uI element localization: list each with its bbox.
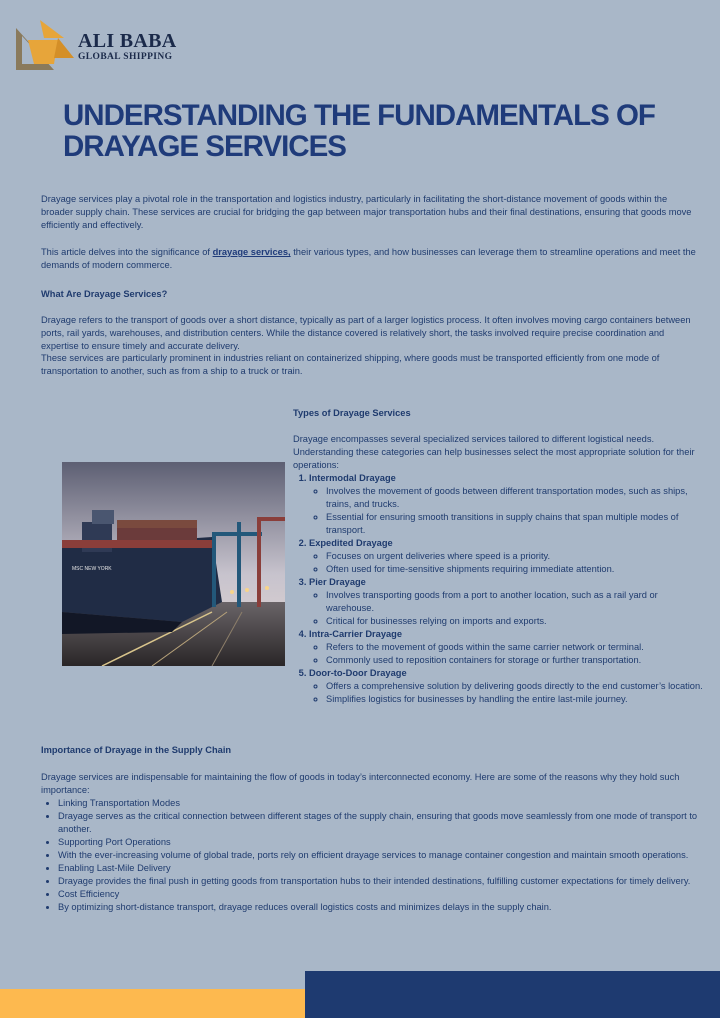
type-item [309,667,708,706]
importance-item: • Drayage serves as the critical connection between different stages of the supply chain, ensuring that goods move seamlessly from one mode of transport to another. [58,810,698,836]
types-list [293,472,708,706]
importance-list [41,797,698,914]
types-intro: Drayage encompasses several specialized services tailored to different logistical needs. Understanding these categories can help businesses select the most appropriate solution for their operations: [293,434,695,470]
type-points [309,485,708,537]
importance-heading: Importance of Drayage in the Supply Chain [41,745,232,755]
type-label: Intra-Carrier Drayage [309,629,403,639]
type-points [309,589,708,628]
type-points [309,680,708,706]
importance-item: • With the ever-increasing volume of global trade, ports rely on efficient drayage services to manage container congestion and maintain smooth operations. [58,849,698,862]
importance-item: • By optimizing short-distance transport, drayage reduces overall logistics costs and minimizes delays in the supply chain. [58,901,698,914]
footer-blue-bar [305,971,720,1018]
importance-intro: Drayage services are indispensable for maintaining the flow of goods in today’s interconnected economy. Here are some of the reasons why they hold such importance: [41,772,680,795]
drayage-services-link[interactable]: drayage services, [212,247,291,257]
page-title: UNDERSTANDING THE FUNDAMENTALS OF DRAYAGE SERVICES [63,99,655,163]
type-point: ◦ Critical for businesses relying on imports and exports. [326,615,708,628]
type-point: ◦ Offers a comprehensive solution by delivering goods directly to the end customer’s location. [326,680,708,693]
footer-yellow-bar [0,989,305,1018]
type-item [309,576,708,628]
type-point: ◦ Often used for time-sensitive shipments requiring immediate attention. [326,563,708,576]
ship-name-label: MSC NEW YORK [72,566,112,572]
importance-item: • Supporting Port Operations [58,836,698,849]
importance-item: • Cost Efficiency [58,888,698,901]
intro-paragraph-1: Drayage services play a pivotal role in the transportation and logistics industry, particularly in facilitating the short-distance movement of goods within the broader supply chain. These services are crucial for bridging the gap between major transportation hubs and their final destinations, ensuring that goods move efficiently and effectively. [41,194,692,230]
what-is-heading: What Are Drayage Services? [41,289,168,299]
type-label: Door-to-Door Drayage [309,668,407,678]
what-is-paragraph-1: Drayage refers to the transport of goods over a short distance, typically as part of a larger logistics process. It often involves moving cargo containers between ports, rail yards, warehouses, and distribution centers. While the distance covered is relatively short, the tasks involved require precise coordination and expertise to ensure timely and accurate delivery. [41,315,691,351]
what-is-paragraph-2: These services are particularly prominent in industries reliant on containerized shipping, where goods must be transported efficiently from one mode of transportation to another, such as from a ship to a truck or train. [41,353,660,376]
intro-paragraph-2 [41,246,701,272]
types-section [293,407,708,706]
type-label: Pier Drayage [309,577,366,587]
type-label: Expedited Drayage [309,538,393,548]
intro-p2-before: This article delves into the significance of [41,247,213,257]
brand-name: ALI BABA [78,30,177,52]
types-heading: Types of Drayage Services [293,408,411,418]
intro-p2-after: their various types, and how businesses can leverage them to streamline operations and meet the demands of modern commerce. [41,247,696,270]
type-label: Intermodal Drayage [309,473,396,483]
type-item [309,537,708,576]
type-point: ◦ Involves the movement of goods between different transportation modes, such as ships, trains, and trucks. [326,485,708,511]
type-point: ◦ Refers to the movement of goods within the same carrier network or terminal. [326,641,708,654]
type-item [309,472,708,537]
brand-tagline: GLOBAL SHIPPING [78,52,173,62]
type-point: ◦ Simplifies logistics for businesses by handling the entire last-mile journey. [326,693,708,706]
importance-item: • Linking Transportation Modes [58,797,698,810]
type-point: ◦ Focuses on urgent deliveries where speed is a priority. [326,550,708,563]
type-point: ◦ Essential for ensuring smooth transitions in supply chains that span multiple modes of transport. [326,511,708,537]
importance-item: • Drayage provides the final push in getting goods from transportation hubs to their intended destinations, fulfilling customer expectations for timely delivery. [58,875,698,888]
type-point: ◦ Commonly used to reposition containers for storage or further transportation. [326,654,708,667]
type-points [309,641,708,667]
container-ship-photo [62,462,285,666]
type-point: ◦ Involves transporting goods from a port to another location, such as a rail yard or warehouse. [326,589,708,615]
importance-item: • Enabling Last-Mile Delivery [58,862,698,875]
type-points [309,550,708,576]
type-item [309,628,708,667]
